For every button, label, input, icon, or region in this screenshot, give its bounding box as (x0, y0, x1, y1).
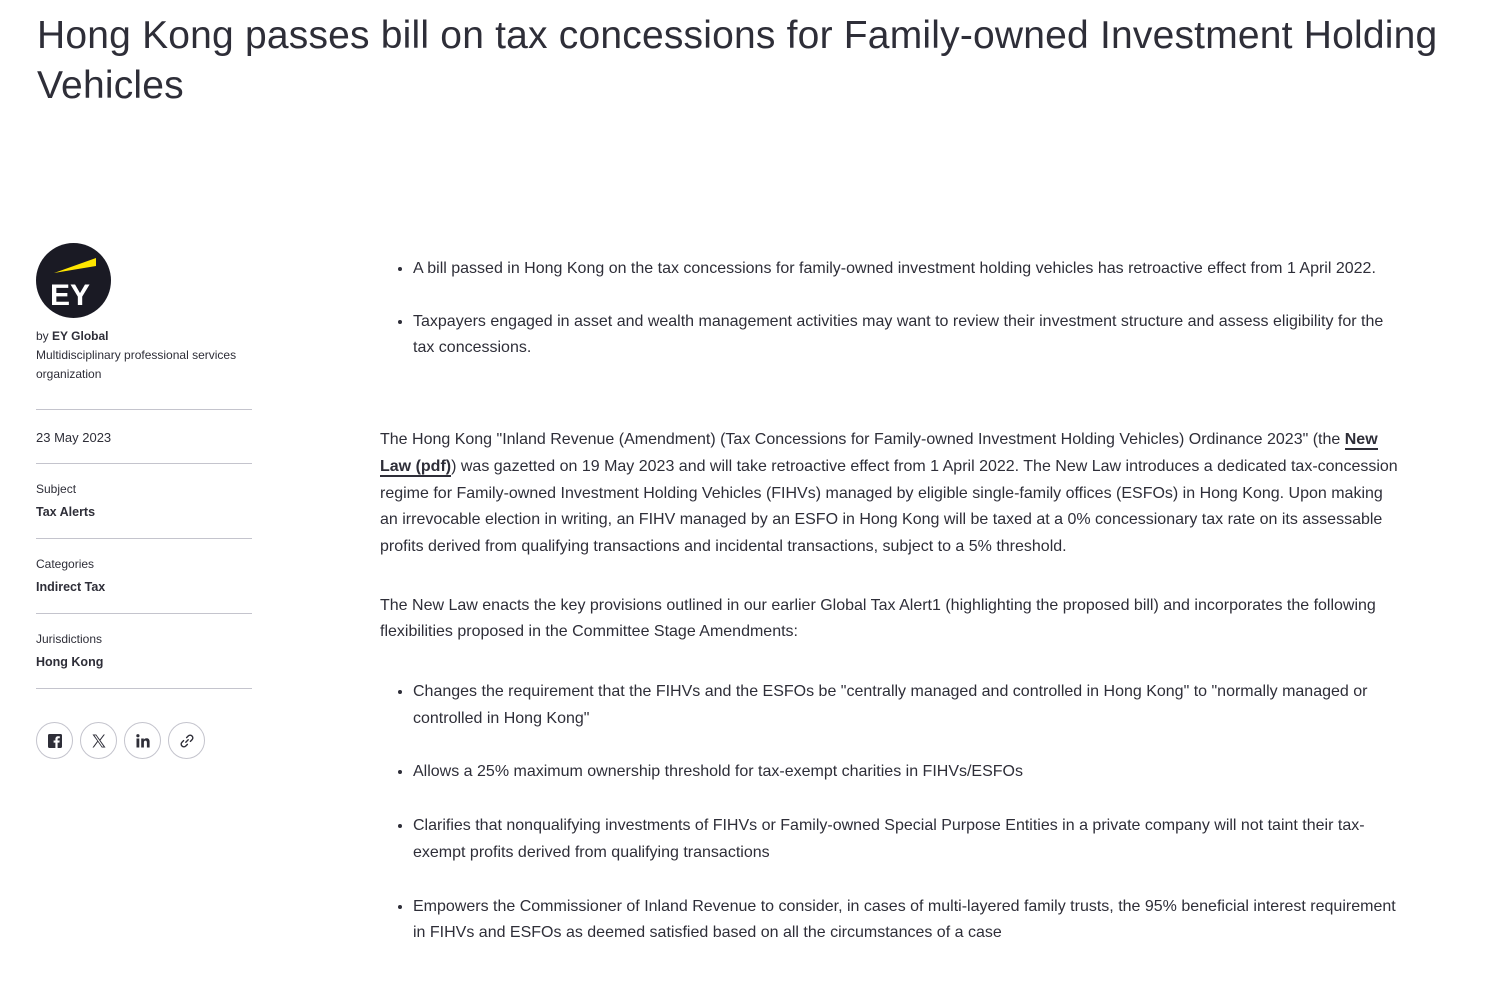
author-description: Multidisciplinary professional services organization (36, 348, 237, 381)
paragraph-text: The Hong Kong "Inland Revenue (Amendment) (Tax Concessions for Family-owned Investment Holding Vehicles) Ordinance 2023" (the (380, 431, 1345, 449)
categories-block (36, 539, 252, 613)
publish-date: 23 May 2023 (36, 430, 112, 445)
list-item: • A bill passed in Hong Kong on the tax concessions for family-owned investment holding vehicles has retroactive effect from 1 April 2022. (413, 256, 1400, 283)
x-icon (91, 733, 107, 749)
provisions-paragraph: The New Law enacts the key provisions outlined in our earlier Global Tax Alert1 (highlighting the proposed bill) and incorporates the following flexibilities proposed in the Committee Stage Amendments: (380, 596, 1376, 641)
byline (36, 328, 252, 344)
share-linkedin-button[interactable] (124, 722, 161, 759)
list-item: • Empowers the Commissioner of Inland Revenue to consider, in cases of multi-layered family trusts, the 95% beneficial interest requirement in FIHVs and ESFOs as deemed satisfied based on all the circumstances of a case (413, 894, 1400, 947)
subject-value[interactable]: Tax Alerts (36, 505, 96, 519)
copy-link-button[interactable] (168, 722, 205, 759)
share-x-button[interactable] (80, 722, 117, 759)
flexibilities-list (380, 679, 1400, 947)
linkedin-icon (135, 733, 151, 749)
list-item: • Allows a 25% maximum ownership threshold for tax-exempt charities in FIHVs/ESFOs (413, 759, 1400, 786)
author-name[interactable]: EY Global (52, 329, 109, 343)
highlights-list (380, 256, 1400, 362)
by-label: by (36, 329, 49, 343)
list-item: • Clarifies that nonqualifying investments of FIHVs or Family-owned Special Purpose Entities in a private company will not taint their tax-exempt profits derived from qualifying transactions (413, 813, 1400, 866)
list-item: • Changes the requirement that the FIHVs and the ESFOs be "centrally managed and controlled in Hong Kong" to "normally managed or controlled in Hong Kong" (413, 679, 1400, 732)
jurisdictions-block (36, 614, 252, 688)
facebook-icon (48, 734, 62, 748)
categories-label: Categories (36, 557, 95, 571)
subject-block (36, 464, 252, 538)
new-law-pdf-link[interactable]: New Law (pdf) (380, 431, 1378, 475)
subject-label: Subject (36, 482, 77, 496)
categories-value[interactable]: Indirect Tax (36, 580, 106, 594)
list-item: • Taxpayers engaged in asset and wealth management activities may want to review their investment structure and assess eligibility for the tax concessions. (413, 309, 1400, 362)
ey-logo-avatar[interactable] (36, 243, 111, 318)
share-buttons (36, 722, 252, 759)
page-title: Hong Kong passes bill on tax concessions for Family-owned Investment Holding Vehicles (37, 14, 1438, 107)
article-sidebar (36, 243, 252, 759)
jurisdictions-value[interactable]: Hong Kong (36, 655, 104, 669)
paragraph-text: ) was gazetted on 19 May 2023 and will take retroactive effect from 1 April 2022. The New Law introduces a dedicated tax-concession regime for Family-owned Investment Holding Vehicles (FIHVs) managed by eligible single-family offices (ESFOs) in Hong Kong. Upon making an irrevocable election in writing, an FIHV managed by an ESFO in Hong Kong will be taxed at a 0% concessionary tax rate on its assessable profits derived from qualifying transactions and incidental transactions, subject to a 5% threshold. (380, 457, 1398, 555)
ey-logo-icon (36, 243, 111, 318)
link-icon (179, 733, 195, 749)
jurisdictions-label: Jurisdictions (36, 632, 103, 646)
article-body (380, 256, 1400, 947)
share-facebook-button[interactable] (36, 722, 73, 759)
svg-text:EY: EY (50, 279, 91, 312)
divider (36, 688, 252, 689)
intro-paragraph (380, 427, 1400, 561)
